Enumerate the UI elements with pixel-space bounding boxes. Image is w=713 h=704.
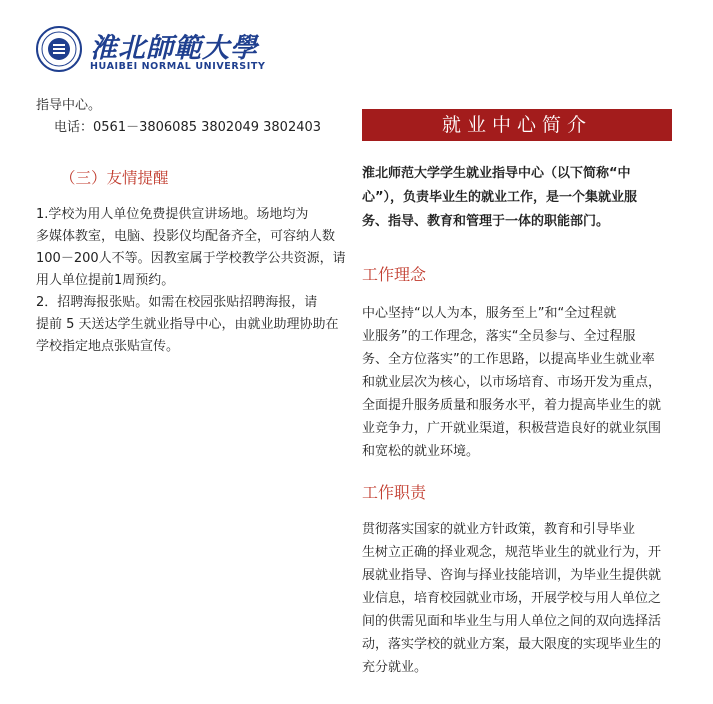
university-logo bbox=[36, 26, 266, 76]
intro-line: 务、指导、教育和管理于一体的职能部门。 bbox=[362, 214, 610, 229]
duty-line: 生树立正确的择业观念，规范毕业生的就业行为，开 bbox=[362, 545, 662, 560]
concept-line: 中心坚持“以人为本，服务至上”和“全过程就 bbox=[362, 306, 617, 321]
tip-line: 2．招聘海报张贴。如需在校园张贴招聘海报，请 bbox=[36, 295, 318, 310]
concept-line: 和宽松的就业环境。 bbox=[362, 444, 480, 459]
concept-line: 业竞争力，广开就业渠道，积极营造良好的就业氛围 bbox=[362, 421, 662, 436]
tip-line: 学校指定地点张贴宣传。 bbox=[36, 339, 180, 354]
logo-chinese-name: 淮北師範大學 bbox=[90, 33, 258, 64]
duty-line: 业信息，培育校园就业市场，开展学校与用人单位之 bbox=[362, 591, 662, 606]
duty-line: 展就业指导、咨询与择业技能培训，为毕业生提供就 bbox=[362, 568, 662, 583]
duty-line: 动，落实学校的就业方案，最大限度的实现毕业生的 bbox=[362, 637, 662, 652]
tip-line: 用人单位提前1周预约。 bbox=[36, 273, 175, 288]
concept-line: 和就业层次为核心，以市场培育、市场开发为重点， bbox=[362, 375, 662, 390]
section-title-duties: 工作职责 bbox=[362, 483, 427, 502]
duty-line: 贯彻落实国家的就业方针政策，教育和引导毕业 bbox=[362, 522, 636, 537]
left-text-line: 指导中心。 bbox=[36, 98, 102, 113]
phone-numbers: 电话：0561－3806085 3802049 3802403 bbox=[54, 120, 322, 135]
tip-line: 100－200人不等。因教室属于学校教学公共资源，请 bbox=[36, 251, 346, 266]
concept-line: 全面提升服务质量和服务水平，着力提高毕业生的就 bbox=[362, 398, 662, 413]
concept-line: 务、全方位落实”的工作思路，以提高毕业生就业率 bbox=[362, 352, 655, 367]
university-seal-icon bbox=[36, 26, 82, 72]
tip-line: 1.学校为用人单位免费提供宣讲场地。场地均为 bbox=[36, 207, 309, 222]
employment-center-banner: 就业中心简介 bbox=[362, 109, 672, 141]
intro-line: 淮北师范大学学生就业指导中心（以下简称“中 bbox=[362, 166, 631, 181]
tip-line: 多媒体教室，电脑、投影仪均配备齐全，可容纳人数 bbox=[36, 229, 336, 244]
logo-english-name: HUAIBEI NORMAL UNIVERSITY bbox=[90, 61, 266, 72]
duty-line: 间的供需见面和毕业生与用人单位之间的双向选择活 bbox=[362, 614, 662, 629]
duty-line: 充分就业。 bbox=[362, 660, 428, 675]
concept-line: 业服务”的工作理念，落实“全员参与、全过程服 bbox=[362, 329, 636, 344]
tip-line: 提前 5 天送达学生就业指导中心，由就业助理协助在 bbox=[36, 317, 339, 332]
section-title-reminder: （三）友情提醒 bbox=[60, 169, 169, 187]
section-title-concept: 工作理念 bbox=[362, 265, 427, 284]
intro-line: 心”），负责毕业生的就业工作，是一个集就业服 bbox=[362, 190, 638, 205]
